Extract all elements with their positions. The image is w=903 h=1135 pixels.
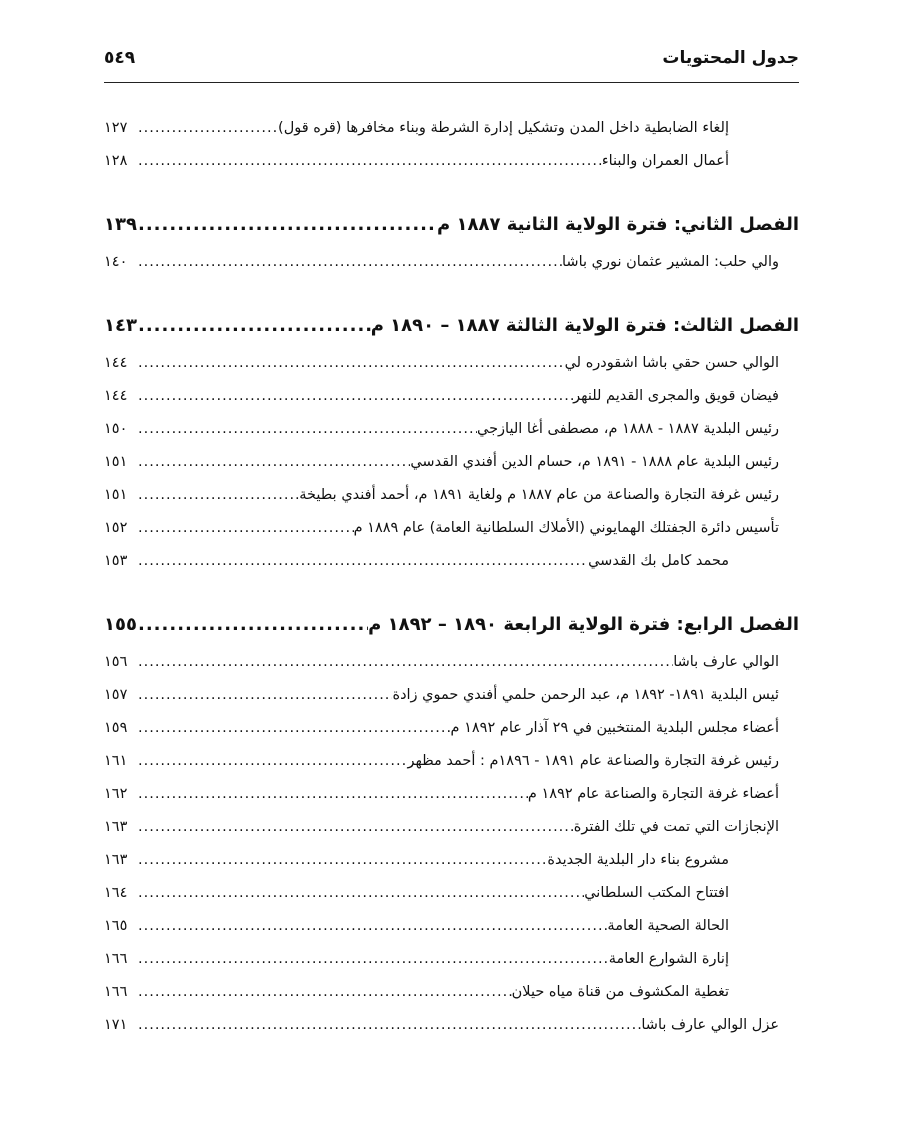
toc-chapter-row[interactable] — [104, 315, 799, 355]
toc-entry-row[interactable] — [104, 852, 799, 885]
entry-title: رئيس البلدية عام ١٨٨٨ - ١٨٩١ م، حسام الدين أفندي القدسي — [410, 454, 779, 470]
entry-title: أعضاء مجلس البلدية المنتخبين في ٢٩ آذار عام ١٨٩٢ م — [450, 720, 779, 736]
chapter-gap — [104, 287, 799, 315]
entry-title: تأسيس دائرة الجفتلك الهمايوني (الأملاك السلطانية العامة) عام ١٨٨٩ م — [353, 520, 779, 536]
dot-leader — [138, 454, 410, 470]
toc-entry-row[interactable] — [104, 1017, 799, 1050]
toc-chapter-row[interactable] — [104, 214, 799, 254]
toc-entry-row[interactable] — [104, 654, 799, 687]
entry-title: رئيس البلدية ١٨٨٧ - ١٨٨٨ م، مصطفى أغا اليازجي — [476, 421, 779, 437]
entry-title: رئيس غرفة التجارة والصناعة عام ١٨٩١ - ١٨٩٦م : أحمد مظهر — [407, 753, 779, 769]
toc-entry-row[interactable] — [104, 388, 799, 421]
toc-entry-row[interactable] — [104, 687, 799, 720]
dot-leader — [138, 918, 607, 934]
dot-leader — [138, 214, 437, 235]
entry-title: ئيس البلدية ١٨٩١- ١٨٩٢ م، عبد الرحمن حلمي أفندي حموي زادة — [392, 687, 779, 703]
entry-title: إنارة الشوارع العامة — [608, 951, 729, 967]
entry-page-number: ١٥١ — [104, 487, 128, 503]
entry-page-number: ١٥٣ — [104, 553, 128, 569]
dot-leader — [138, 614, 368, 635]
toc-entry-row[interactable] — [104, 720, 799, 753]
entry-page-number: ١٢٧ — [104, 120, 128, 136]
entry-page-number: ١٥٧ — [104, 687, 128, 703]
page-header — [104, 40, 799, 80]
chapter-page-number: ١٥٥ — [104, 614, 137, 635]
entry-page-number: ١٦٦ — [104, 951, 128, 967]
entry-title: الإنجازات التي تمت في تلك الفترة — [573, 819, 779, 835]
dot-leader — [138, 819, 574, 835]
chapter-page-number: ١٤٣ — [104, 315, 137, 336]
toc-entry-row[interactable] — [104, 355, 799, 388]
entry-page-number: ١٦٣ — [104, 852, 128, 868]
toc-entry-row[interactable] — [104, 153, 799, 186]
entry-page-number: ١٦١ — [104, 753, 128, 769]
dot-leader — [138, 720, 451, 736]
dot-leader — [138, 315, 371, 336]
toc-entry-row[interactable] — [104, 753, 799, 786]
chapter-title: الفصل الثالث: فترة الولاية الثالثة ١٨٨٧ – ١٨٩٠ م — [370, 315, 799, 336]
dot-leader — [138, 687, 392, 703]
dot-leader — [138, 254, 562, 270]
entry-title: والي حلب: المشير عثمان نوري باشا — [562, 254, 779, 270]
dot-leader — [138, 520, 354, 536]
entry-page-number: ١٥١ — [104, 454, 128, 470]
toc-entry-row[interactable] — [104, 553, 799, 586]
entry-title: تغطية المكشوف من قناة مياه حيلان — [511, 984, 729, 1000]
entry-page-number: ١٦٣ — [104, 819, 128, 835]
dot-leader — [138, 355, 565, 371]
toc-entry-row[interactable] — [104, 520, 799, 553]
entry-page-number: ١٤٤ — [104, 355, 128, 371]
toc-entry-row[interactable] — [104, 254, 799, 287]
toc-entry-row[interactable] — [104, 454, 799, 487]
dot-leader — [138, 1017, 641, 1033]
entry-page-number: ١٦٢ — [104, 786, 128, 802]
entry-title: مشروع بناء دار البلدية الجديدة — [547, 852, 729, 868]
dot-leader — [138, 885, 584, 901]
entry-title: الحالة الصحية العامة — [607, 918, 729, 934]
dot-leader — [138, 153, 602, 169]
dot-leader — [138, 421, 477, 437]
entry-page-number: ١٦٦ — [104, 984, 128, 1000]
toc-entry-row[interactable] — [104, 984, 799, 1017]
entry-page-number: ١٥٦ — [104, 654, 128, 670]
dot-leader — [138, 388, 573, 404]
toc-entry-row[interactable] — [104, 487, 799, 520]
entry-title: الوالي عارف باشا — [673, 654, 779, 670]
entry-title: عزل الوالي عارف باشا — [641, 1017, 779, 1033]
header-title: جدول المحتويات — [662, 48, 799, 68]
dot-leader — [138, 786, 528, 802]
entry-title: رئيس غرفة التجارة والصناعة من عام ١٨٨٧ م ولغاية ١٨٩١ م، أحمد أفندي بطيخة — [299, 487, 779, 503]
header-page-number: ٥٤٩ — [104, 48, 136, 68]
entry-title: أعمال العمران والبناء — [601, 153, 729, 169]
toc-entry-row[interactable] — [104, 885, 799, 918]
entry-page-number: ١٥٩ — [104, 720, 128, 736]
dot-leader — [138, 852, 547, 868]
entry-title: إلغاء الضابطية داخل المدن وتشكيل إدارة الشرطة وبناء مخافرها (قره قول) — [278, 120, 729, 136]
chapter-gap — [104, 586, 799, 614]
entry-title: أعضاء غرفة التجارة والصناعة عام ١٨٩٢ م — [527, 786, 779, 802]
entry-page-number: ١٦٤ — [104, 885, 128, 901]
entry-title: الوالي حسن حقي باشا اشقودره لي — [564, 355, 779, 371]
toc-chapter-row[interactable] — [104, 614, 799, 654]
dot-leader — [138, 120, 278, 136]
toc-entry-row[interactable] — [104, 421, 799, 454]
toc-entry-row[interactable] — [104, 786, 799, 819]
toc-entry-row[interactable] — [104, 819, 799, 852]
header-divider — [104, 82, 799, 83]
table-of-contents — [104, 120, 799, 1050]
dot-leader — [138, 553, 588, 569]
entry-title: محمد كامل بك القدسي — [588, 553, 729, 569]
entry-page-number: ١٥٢ — [104, 520, 128, 536]
toc-entry-row[interactable] — [104, 120, 799, 153]
dot-leader — [138, 753, 407, 769]
entry-page-number: ١٦٥ — [104, 918, 128, 934]
entry-page-number: ١٤٤ — [104, 388, 128, 404]
chapter-title: الفصل الرابع: فترة الولاية الرابعة ١٨٩٠ – ١٨٩٢ م — [368, 614, 799, 635]
toc-entry-row[interactable] — [104, 951, 799, 984]
entry-page-number: ١٤٠ — [104, 254, 128, 270]
chapter-page-number: ١٣٩ — [104, 214, 137, 235]
dot-leader — [138, 654, 673, 670]
dot-leader — [138, 487, 299, 503]
chapter-gap — [104, 186, 799, 214]
dot-leader — [138, 951, 609, 967]
chapter-title: الفصل الثاني: فترة الولاية الثانية ١٨٨٧ م — [437, 214, 799, 235]
toc-entry-row[interactable] — [104, 918, 799, 951]
dot-leader — [138, 984, 512, 1000]
entry-page-number: ١٢٨ — [104, 153, 128, 169]
entry-title: فيضان قويق والمجرى القديم للنهر — [573, 388, 779, 404]
entry-page-number: ١٥٠ — [104, 421, 128, 437]
entry-title: افتتاح المكتب السلطاني — [584, 885, 729, 901]
entry-page-number: ١٧١ — [104, 1017, 128, 1033]
